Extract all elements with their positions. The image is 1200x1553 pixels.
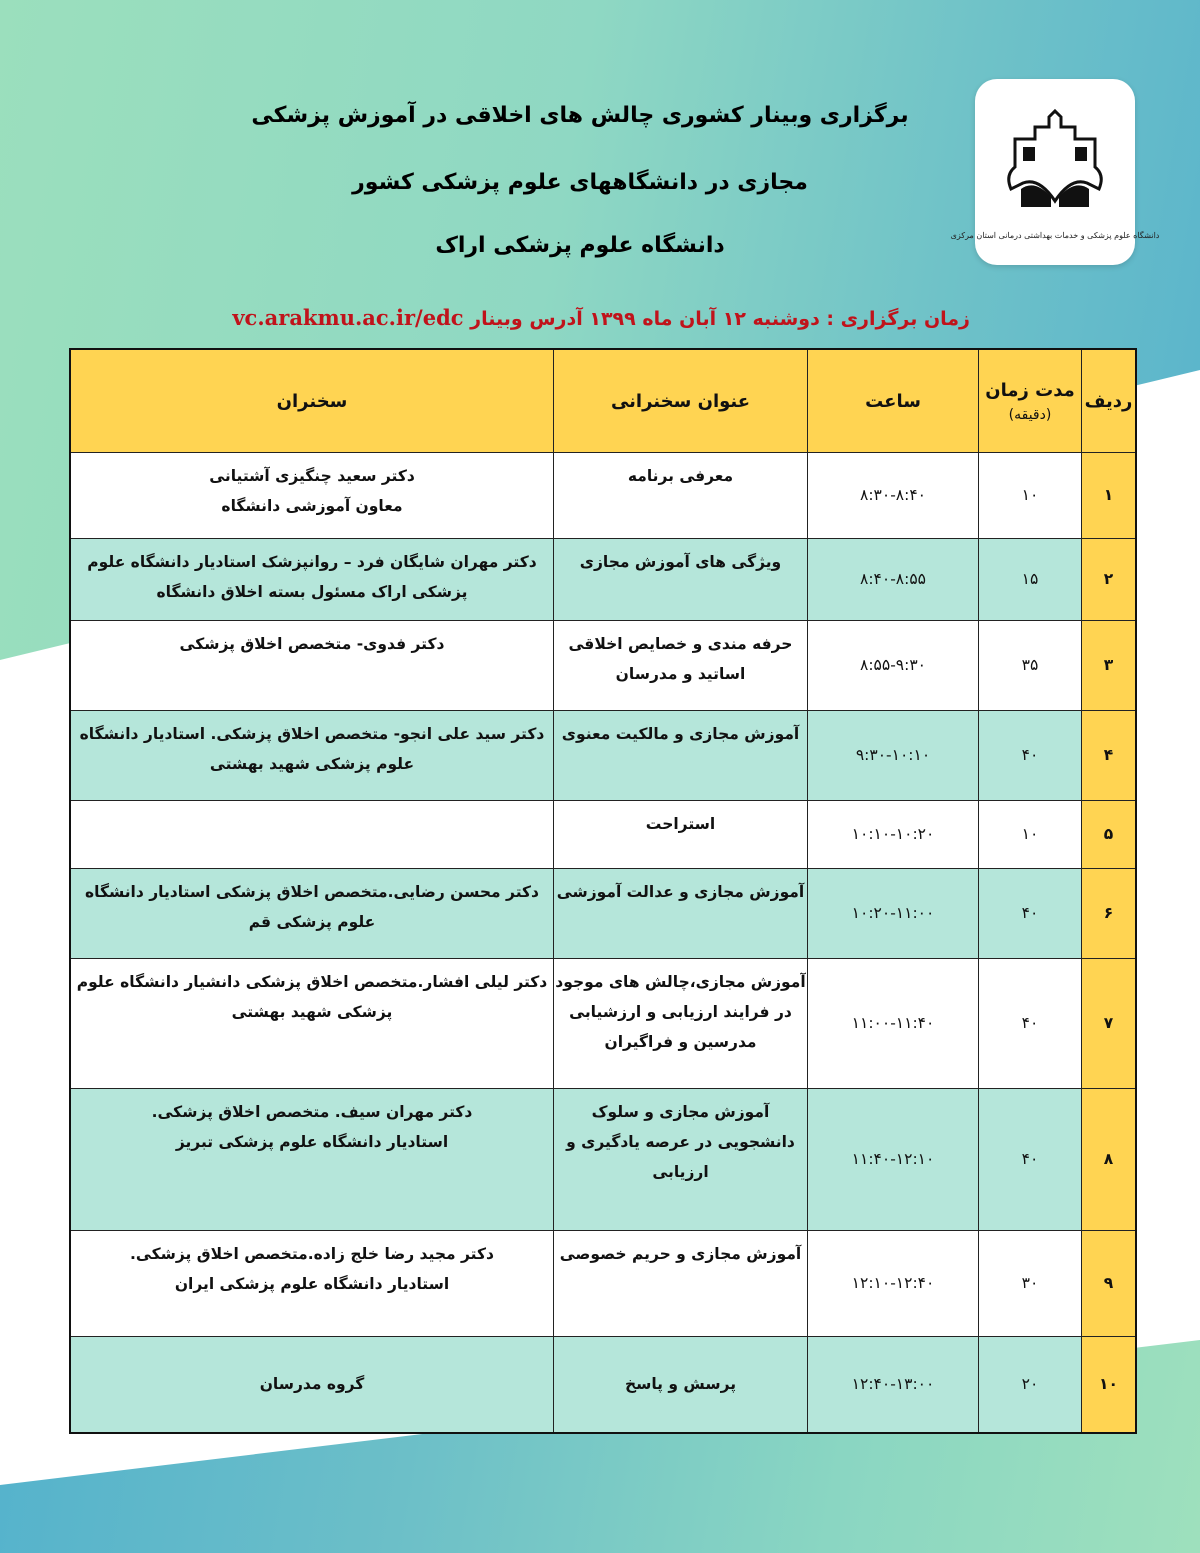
cell-topic: استراحت [554,801,808,869]
header-duration-unit: (دقیقه) [1008,406,1052,423]
logo-caption: دانشگاه علوم پزشکی و خدمات بهداشتی درمانی استان مرکزی [950,230,1160,240]
cell-duration: ۳۰ [979,1231,1082,1337]
cell-speaker: دکتر لیلی افشار.متخصص اخلاق پزشکی دانشیار دانشگاه علوم پزشکی شهید بهشتی [70,959,554,1089]
cell-duration: ۱۵ [979,539,1082,621]
cell-speaker: دکتر مهران سیف. متخصص اخلاق پزشکی. استادیار دانشگاه علوم پزشکی تبریز [70,1089,554,1231]
header-topic: عنوان سخنرانی [554,349,808,453]
cell-speaker: دکتر محسن رضایی.متخصص اخلاق پزشکی استادیار دانشگاه علوم پزشکی قم [70,869,554,959]
event-info [200,305,970,330]
cell-time: ۱۰:۱۰-۱۰:۲۰ [808,801,979,869]
cell-speaker: دکتر فدوی- متخصص اخلاق پزشکی [70,621,554,711]
cell-row-number: ۳ [1082,621,1137,711]
cell-time: ۱۲:۴۰-۱۳:۰۰ [808,1337,979,1433]
cell-row-number: ۴ [1082,711,1137,801]
cell-duration: ۳۵ [979,621,1082,711]
cell-row-number: ۸ [1082,1089,1137,1231]
cell-time: ۱۲:۱۰-۱۲:۴۰ [808,1231,979,1337]
cell-topic: آموزش مجازی و مالکیت معنوی [554,711,808,801]
table-row [70,959,1136,1089]
cell-topic: آموزش مجازی و حریم خصوصی [554,1231,808,1337]
cell-speaker: گروه مدرسان [70,1337,554,1433]
cell-duration: ۲۰ [979,1337,1082,1433]
table-row [70,711,1136,801]
cell-time: ۱۱:۰۰-۱۱:۴۰ [808,959,979,1089]
university-logo [950,79,1160,265]
cell-row-number: ۶ [1082,869,1137,959]
university-emblem-icon [995,105,1115,225]
cell-duration: ۴۰ [979,959,1082,1089]
table-row [70,801,1136,869]
page-title-line-3: دانشگاه علوم پزشکی اراک [435,233,725,258]
cell-row-number: ۲ [1082,539,1137,621]
header-speakers: سخنران [70,349,554,453]
cell-topic: ویژگی های آموزش مجازی [554,539,808,621]
header-time: ساعت [808,349,979,453]
table-row [70,621,1136,711]
cell-time: ۱۱:۴۰-۱۲:۱۰ [808,1089,979,1231]
header-duration-label: مدت زمان [985,379,1075,401]
table-row [70,1089,1136,1231]
cell-speaker [70,801,554,869]
cell-topic: حرفه مندی و خصایص اخلاقی اساتید و مدرسان [554,621,808,711]
cell-speaker: دکتر مهران شایگان فرد – روانپزشک استادیار دانشگاه علوم پزشکی اراک مسئول بسته اخلاق دانشگاه [70,539,554,621]
cell-topic: آموزش مجازی،چالش های موجود در فرایند ارزیابی و ارزشیابی مدرسین و فراگیران [554,959,808,1089]
table-row [70,539,1136,621]
cell-row-number: ۷ [1082,959,1137,1089]
cell-duration: ۴۰ [979,1089,1082,1231]
cell-row-number: ۹ [1082,1231,1137,1337]
cell-duration: ۱۰ [979,801,1082,869]
cell-row-number: ۱۰ [1082,1337,1137,1433]
cell-speaker: دکتر سعید چنگیزی آشتیانی معاون آموزشی دانشگاه [70,453,554,539]
cell-row-number: ۵ [1082,801,1137,869]
table-row [70,869,1136,959]
cell-time: ۸:۵۵-۹:۳۰ [808,621,979,711]
cell-speaker: دکتر مجید رضا خلج زاده.متخصص اخلاق پزشکی. استادیار دانشگاه علوم پزشکی ایران [70,1231,554,1337]
page-title-line-2: مجازی در دانشگاههای علوم پزشکی کشور [352,170,808,195]
cell-topic: پرسش و پاسخ [554,1337,808,1433]
cell-speaker: دکتر سید علی انجو- متخصص اخلاق پزشکی. استادیار دانشگاه علوم پزشکی شهید بهشتی [70,711,554,801]
table-header-row [70,349,1136,453]
cell-time: ۸:۳۰-۸:۴۰ [808,453,979,539]
page-title-line-1: برگزاری وبینار کشوری چالش های اخلاقی در آموزش پزشکی [251,103,909,128]
event-date-text: زمان برگزاری : دوشنبه ۱۲ آبان ماه ۱۳۹۹ آدرس وبینار [470,308,970,330]
header-row-number: ردیف [1082,349,1137,453]
cell-time: ۹:۳۰-۱۰:۱۰ [808,711,979,801]
schedule-table [69,348,1137,1434]
cell-time: ۱۰:۲۰-۱۱:۰۰ [808,869,979,959]
cell-topic: آموزش مجازی و سلوک دانشجویی در عرصه یادگیری و ارزیابی [554,1089,808,1231]
table-row [70,1231,1136,1337]
table-row [70,1337,1136,1433]
table-row [70,453,1136,539]
cell-time: ۸:۴۰-۸:۵۵ [808,539,979,621]
cell-row-number: ۱ [1082,453,1137,539]
cell-topic: آموزش مجازی و عدالت آموزشی [554,869,808,959]
webinar-url[interactable]: vc.arakmu.ac.ir/edc [232,305,464,330]
cell-duration: ۴۰ [979,869,1082,959]
cell-duration: ۴۰ [979,711,1082,801]
header-duration [979,349,1082,453]
cell-duration: ۱۰ [979,453,1082,539]
cell-topic: معرفی برنامه [554,453,808,539]
